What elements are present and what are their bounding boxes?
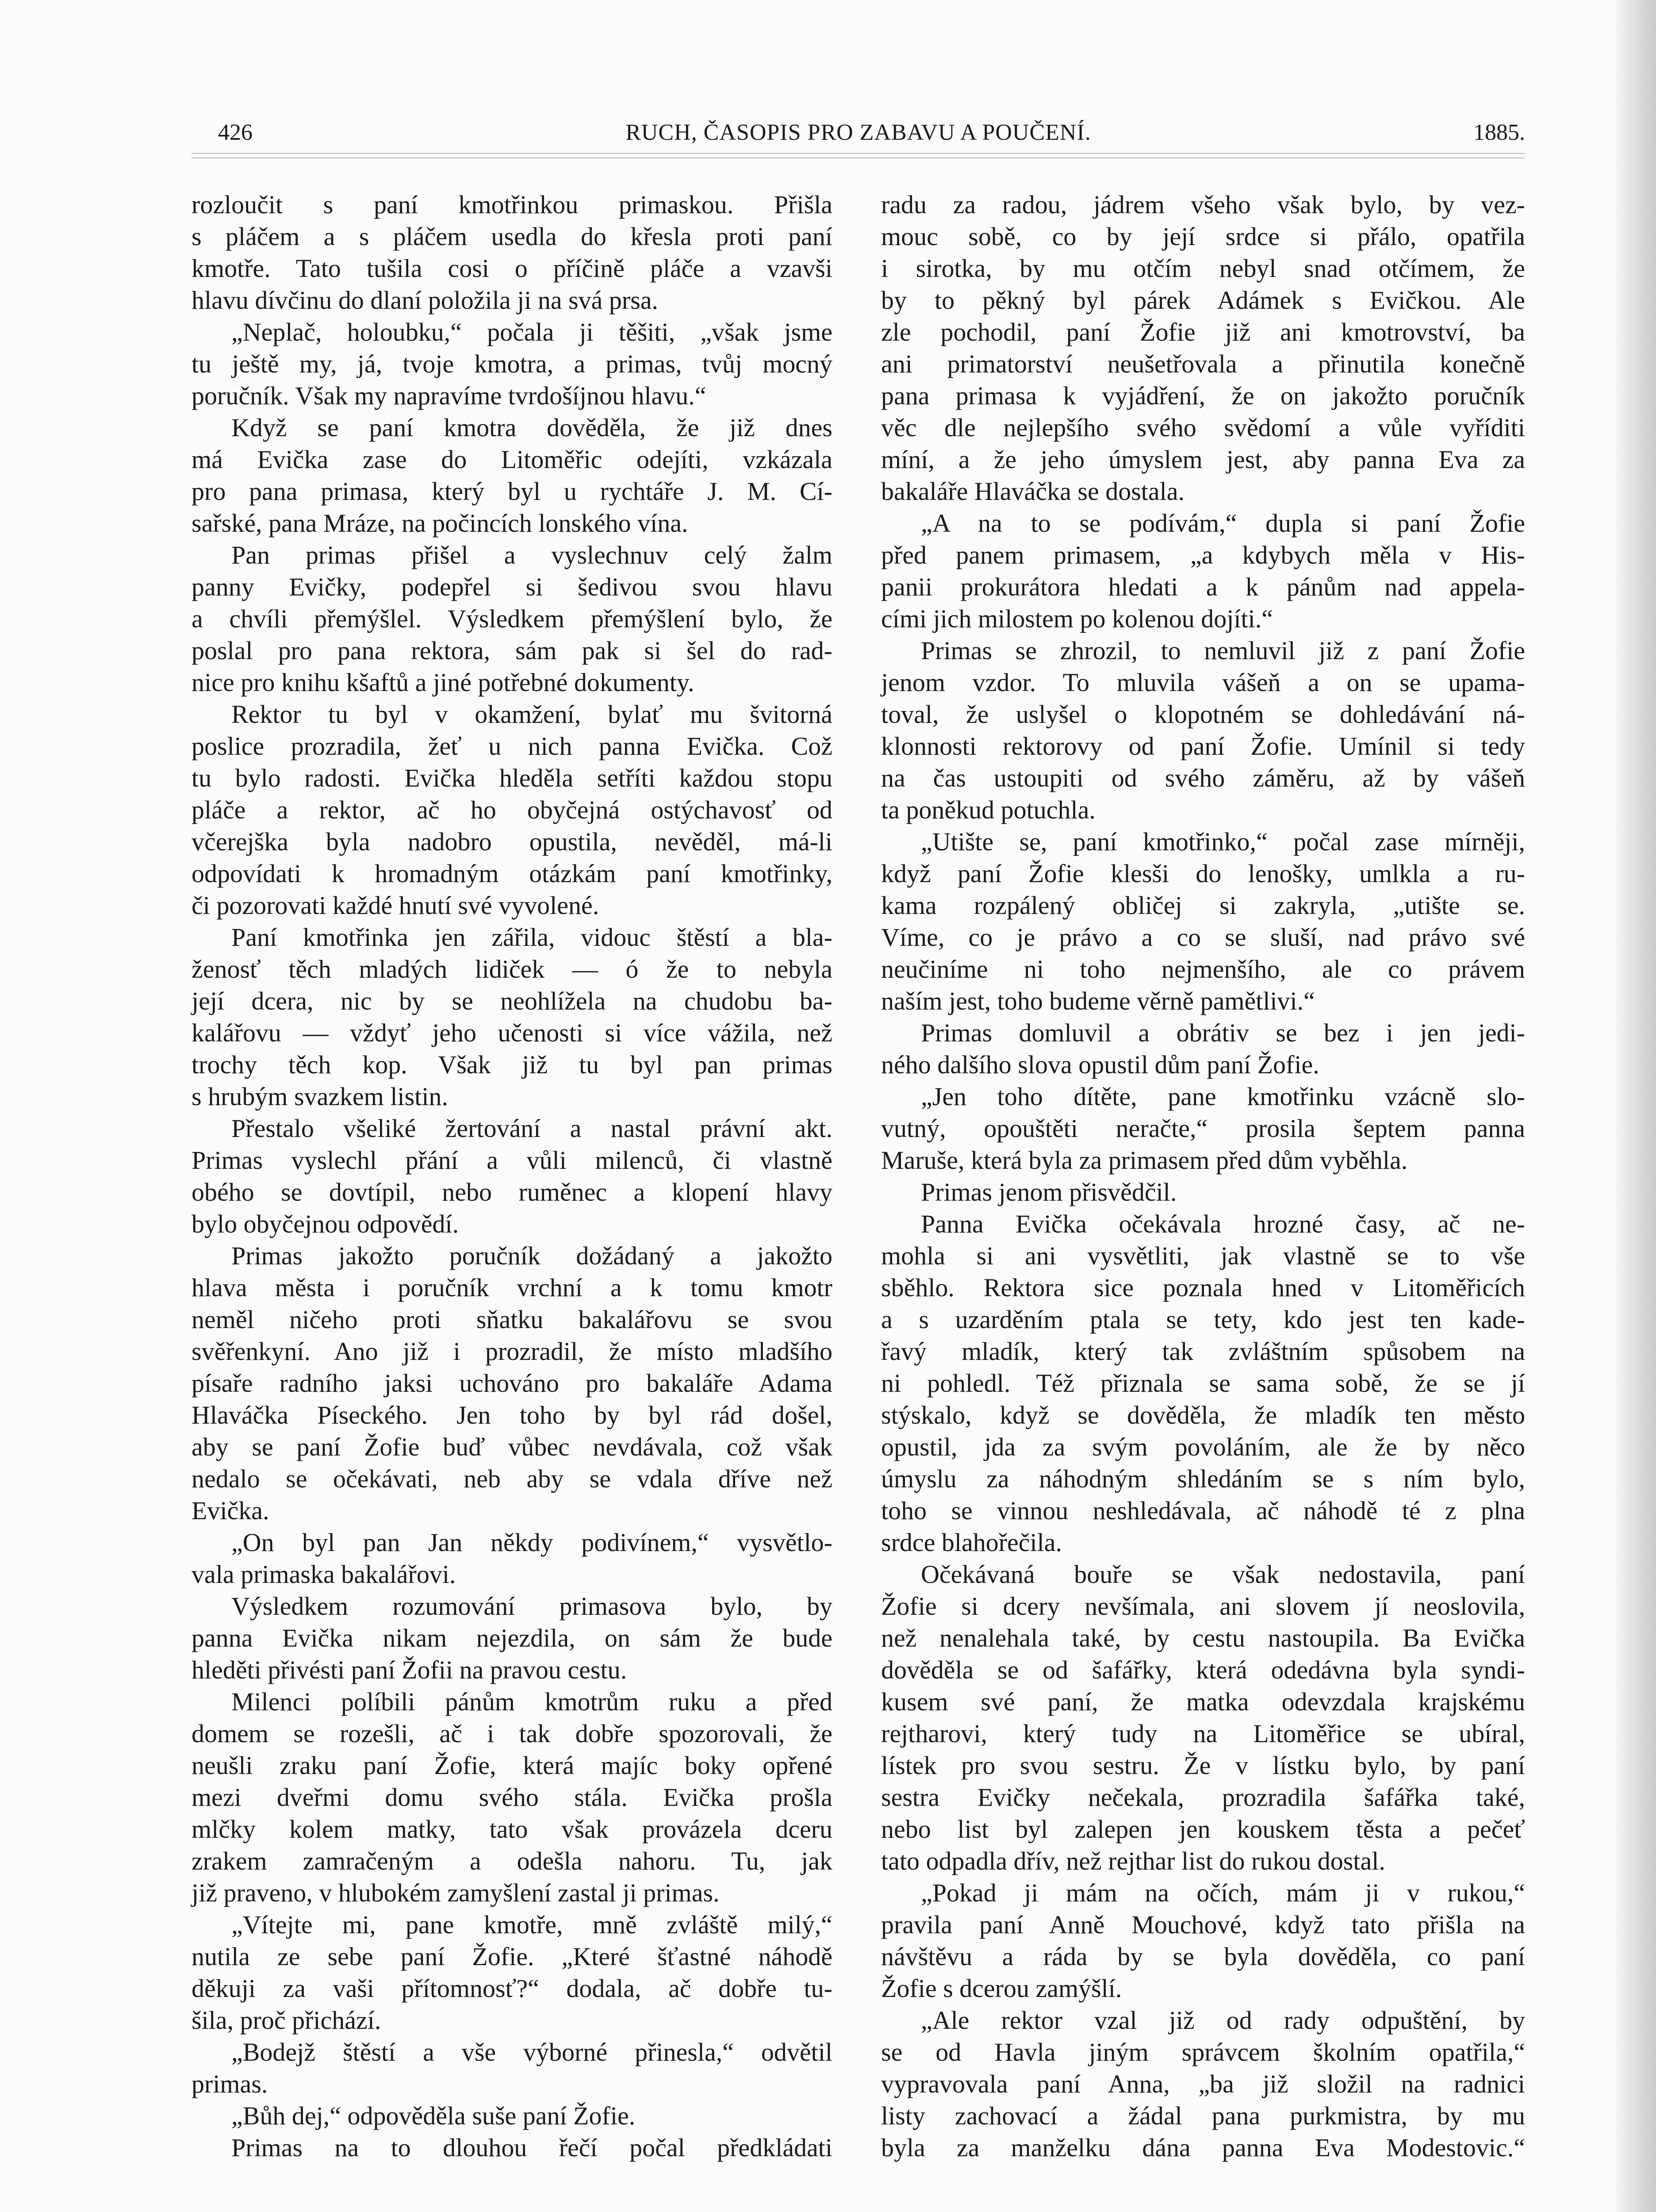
text-line: nutila ze sebe paní Žofie. „Které šťastné náhodě bbox=[192, 1942, 832, 1971]
text-line: toval, že uslyšel o klopotném se dohledávání ná- bbox=[881, 700, 1525, 729]
text-line: mohla si ani vysvětliti, jak vlastně se to vše bbox=[881, 1241, 1525, 1270]
text-line: již praveno, v hlubokém zamyšlení zastal ji primas. bbox=[192, 1878, 720, 1907]
text-line: bakaláře Hlaváčka se dostala. bbox=[881, 477, 1184, 506]
text-line: nebo list byl zalepen jen kouskem těsta a pečeť bbox=[881, 1815, 1525, 1843]
paragraph bbox=[192, 2100, 832, 2132]
text-line: pláče a rektor, ač ho obyčejná ostýchavosť od bbox=[192, 795, 832, 824]
text-line: sařské, pana Mráze, na počincích lonského vína. bbox=[192, 509, 688, 538]
paragraph bbox=[881, 1176, 1525, 1208]
text-line: naším jest, toho budeme věrně pamětlivi.“ bbox=[881, 987, 1315, 1015]
text-line: ženosť těch mladých lidiček — ó že to nebyla bbox=[192, 955, 832, 983]
header-rule-top bbox=[192, 153, 1525, 154]
text-line: opustil, jda za svým povoláním, ale že by něco bbox=[881, 1432, 1525, 1461]
text-line: klonnosti rektorovy od paní Žofie. Umínil si tedy bbox=[881, 732, 1525, 760]
paragraph bbox=[192, 699, 832, 922]
text-line: zrakem zamračeným a odešla nahoru. Tu, jak bbox=[192, 1847, 832, 1875]
text-line: stýskalo, když se dověděla, že mladík ten město bbox=[881, 1401, 1525, 1429]
text-line: pravila paní Anně Mouchové, když tato přišla na bbox=[881, 1910, 1525, 1939]
text-line: „Bodejž štěstí a vše výborné přinesla,“ odvětil bbox=[231, 2038, 832, 2066]
text-line: primas. bbox=[192, 2070, 268, 2098]
text-line: rejtharovi, který tudy na Litoměřice se ubíral, bbox=[881, 1719, 1525, 1748]
text-line: hlavu dívčinu do dlaní položila ji na svá prsa. bbox=[192, 286, 659, 315]
text-line: aby se paní Žofie buď vůbec nevdávala, což však bbox=[192, 1432, 832, 1461]
paragraph bbox=[192, 412, 832, 539]
text-line: Milenci políbili pánům kmotrům ruku a před bbox=[231, 1687, 832, 1716]
text-line: domem se rozešli, ač i tak dobře spozorovali, že bbox=[192, 1719, 832, 1748]
text-line: Výsledkem rozumování primasova bylo, by bbox=[231, 1592, 832, 1621]
paragraph bbox=[192, 189, 832, 316]
paragraph bbox=[192, 1686, 832, 1909]
paragraph bbox=[192, 1113, 832, 1240]
text-line: Hlaváčka Píseckého. Jen toho by byl rád došel, bbox=[192, 1401, 832, 1429]
text-line: úmyslu za náhodným shledáním se s ním bylo, bbox=[881, 1464, 1525, 1493]
text-line: „Utište se, paní kmotřinko,“ počal zase mírněji, bbox=[921, 827, 1525, 856]
text-line: listy zachovací a žádal pana purkmistra, by mu bbox=[881, 2101, 1525, 2130]
text-line: nedalo se očekávati, neb aby se vdala dříve než bbox=[192, 1464, 832, 1493]
text-line: s hrubým svazkem listin. bbox=[192, 1082, 448, 1111]
text-line: poručník. Však my napravíme tvrdošíjnou hlavu.“ bbox=[192, 381, 706, 410]
text-line: panii prokurátora hledati a k pánům nad appela- bbox=[881, 572, 1525, 601]
text-column-left bbox=[192, 189, 832, 2164]
text-line: kmotře. Tato tušila cosi o příčině pláče a vzavši bbox=[192, 254, 832, 283]
text-line: tu ještě my, já, tvoje kmotra, a primas, tvůj mocný bbox=[192, 349, 832, 378]
page-number: 426 bbox=[218, 120, 253, 145]
text-line: Primas jenom přisvědčil. bbox=[921, 1178, 1177, 1206]
text-line: i sirotka, by mu otčím nebyl snad otčímem, že bbox=[881, 254, 1525, 283]
paragraph bbox=[192, 316, 832, 412]
paragraph bbox=[881, 826, 1525, 1017]
text-line: svěřenkyní. Ano již i prozradil, že místo mladšího bbox=[192, 1337, 832, 1366]
text-line: bylo obyčejnou odpovědí. bbox=[192, 1210, 459, 1238]
text-line: kalářovu — vždyť jeho učenosti si více vážila, než bbox=[192, 1018, 832, 1047]
text-line: „Jen toho dítěte, pane kmotřinku vzácně slo- bbox=[921, 1082, 1525, 1111]
text-line: a chvíli přemýšlel. Výsledkem přemýšlení bylo, že bbox=[192, 604, 832, 633]
text-line: má Evička zase do Litoměřic odejíti, vzkázala bbox=[192, 445, 832, 474]
text-line: „Bůh dej,“ odpověděla suše paní Žofie. bbox=[231, 2101, 636, 2130]
text-line: zle pochodil, paní Žofie již ani kmotrovství, ba bbox=[881, 318, 1525, 346]
text-line: Primas vyslechl přání a vůli milenců, či vlastně bbox=[192, 1146, 832, 1175]
text-line: Evička. bbox=[192, 1496, 269, 1525]
text-line: Maruše, která byla za primasem před dům vyběhla. bbox=[881, 1146, 1408, 1175]
paragraph bbox=[881, 1081, 1525, 1176]
text-line: návštěvu a ráda by se byla dověděla, co paní bbox=[881, 1942, 1525, 1971]
text-line: vutný, opouštěti neračte,“ prosila šeptem panna bbox=[881, 1114, 1525, 1143]
text-line: vypravovala paní Anna, „ba již složil na radnici bbox=[881, 2070, 1525, 2098]
text-line: „A na to se podívám,“ dupla si paní Žofie bbox=[921, 509, 1525, 538]
text-line: se od Havla jiným správcem školním opatřila,“ bbox=[881, 2038, 1525, 2066]
text-line: mlčky kolem matky, tato však provázela dceru bbox=[192, 1815, 832, 1843]
text-line: a s uzarděním ptala se tety, kdo jest ten kade- bbox=[881, 1305, 1525, 1334]
paragraph bbox=[192, 2036, 832, 2100]
text-line: trochy těch kop. Však již tu byl pan primas bbox=[192, 1050, 832, 1079]
text-line: Víme, co je právo a co se sluší, nad právo své bbox=[881, 923, 1525, 952]
text-line: či pozorovati každé hnutí své vyvolené. bbox=[192, 891, 599, 920]
text-line: by to pěkný byl párek Adámek s Evičkou. Ale bbox=[881, 286, 1525, 315]
text-line: než nenalehala také, by cestu nastoupila. Ba Evička bbox=[881, 1624, 1525, 1652]
text-line: radu za radou, jádrem všeho však bylo, by vez- bbox=[881, 190, 1525, 219]
text-line: mezi dveřmi domu svého stála. Evička prošla bbox=[192, 1783, 832, 1812]
paragraph bbox=[881, 1017, 1525, 1081]
text-line: obého se dovtípil, nebo ruměnec a klopení hlavy bbox=[192, 1178, 832, 1206]
text-line: rozloučit s paní kmotřinkou primaskou. Přišla bbox=[192, 190, 832, 219]
text-line: pro pana primasa, který byl u rychtáře J. M. Cí- bbox=[192, 477, 832, 506]
text-column-right bbox=[881, 189, 1525, 2164]
text-line: „Ale rektor vzal již od rady odpuštění, by bbox=[921, 2006, 1525, 2035]
header-rule-bottom bbox=[192, 157, 1525, 158]
text-line: jenom vzdor. To mluvila vášeň a on se upama- bbox=[881, 668, 1525, 697]
paragraph bbox=[881, 2005, 1525, 2164]
text-line: srdce blahořečila. bbox=[881, 1528, 1062, 1557]
text-line: „Neplač, holoubku,“ počala ji těšiti, „však jsme bbox=[231, 318, 832, 346]
text-line: Primas domluvil a obrátiv se bez i jen jedi- bbox=[921, 1018, 1525, 1047]
text-line: ta poněkud potuchla. bbox=[881, 795, 1096, 824]
text-line: včerejška byla nadobro opustila, nevěděl, má-li bbox=[192, 827, 832, 856]
text-line: kama rozpálený obličej si zakryla, „utište se. bbox=[881, 891, 1525, 920]
text-line: Panna Evička očekávala hrozné časy, ač ne- bbox=[921, 1210, 1525, 1238]
text-line: panna Evička nikam nejezdila, on sám že bude bbox=[192, 1624, 832, 1652]
text-line: poslal pro pana rektora, sám pak si šel do rad- bbox=[192, 636, 832, 665]
text-line: věc dle nejlepšího svého svědomí a vůle vyříditi bbox=[881, 413, 1525, 442]
text-line: neučiníme ni toho nejmenšího, ale co právem bbox=[881, 955, 1525, 983]
text-line: písaře radního jaksi uchováno pro bakaláře Adama bbox=[192, 1369, 832, 1398]
page-edge-shadow bbox=[1616, 0, 1656, 2212]
paragraph bbox=[881, 507, 1525, 635]
text-line: panny Evičky, podepřel si šedivou svou hlavu bbox=[192, 572, 832, 601]
text-line: ni pohledl. Též přiznala se sama sobě, že se jí bbox=[881, 1369, 1525, 1398]
text-line: tato odpadla dřív, než rejthar list do rukou dostal. bbox=[881, 1847, 1385, 1875]
paragraph bbox=[192, 922, 832, 1113]
paragraph bbox=[192, 2132, 832, 2164]
text-line: kusem své paní, že matka odevzdala krajskému bbox=[881, 1687, 1525, 1716]
text-line: Primas se zhrozil, to nemluvil již z paní Žofie bbox=[921, 636, 1525, 665]
text-line: děkuji za vaši přítomnosť?“ dodala, ač dobře tu- bbox=[192, 1974, 832, 2003]
text-line: hlava města i poručník vrchní a k tomu kmotr bbox=[192, 1273, 832, 1302]
text-line: Žofie si dcery nevšímala, ani slovem jí neoslovila, bbox=[881, 1592, 1525, 1621]
text-line: Rektor tu byl v okamžení, bylať mu švitorná bbox=[231, 700, 832, 729]
paragraph bbox=[192, 1527, 832, 1590]
text-line: Přestalo všeliké žertování a nastal právní akt. bbox=[231, 1114, 832, 1143]
text-line: poslice prozradila, žeť u nich panna Evička. Což bbox=[192, 732, 832, 760]
paragraph bbox=[881, 1208, 1525, 1559]
journal-title: RUCH, ČASOPIS PRO ZABAVU A POUČENÍ. bbox=[625, 120, 1091, 145]
year: 1885. bbox=[1473, 120, 1525, 145]
paragraph bbox=[881, 1877, 1525, 2005]
text-line: ani primatorství neušetřovala a přinutila konečně bbox=[881, 349, 1525, 378]
text-line: Žofie s dcerou zamýšlí. bbox=[881, 1974, 1122, 2003]
text-line: odpovídati k hromadným otázkám paní kmotřinky, bbox=[192, 859, 832, 888]
paragraph bbox=[192, 1590, 832, 1686]
paragraph bbox=[192, 1240, 832, 1527]
text-line: řavý mladík, který tak zvláštním spůsobem na bbox=[881, 1337, 1525, 1366]
text-line: míní, a že jeho úmyslem jest, aby panna Eva za bbox=[881, 445, 1525, 474]
text-line: vala primaska bakalářovi. bbox=[192, 1560, 456, 1589]
text-line: nice pro knihu kšaftů a jiné potřebné dokumenty. bbox=[192, 668, 694, 697]
text-line: byla za manželku dána panna Eva Modestovic.“ bbox=[881, 2133, 1525, 2162]
text-line: dověděla se od šafářky, která odedávna byla syndi- bbox=[881, 1655, 1525, 1684]
text-line: „Pokad ji mám na očích, mám ji v rukou,“ bbox=[921, 1878, 1525, 1907]
text-line: Paní kmotřinka jen zářila, vidouc štěstí a bla- bbox=[231, 923, 832, 952]
text-line: „Vítejte mi, pane kmotře, mně zvláště milý,“ bbox=[231, 1910, 832, 1939]
text-line: Primas jakožto poručník dožádaný a jakožto bbox=[231, 1241, 832, 1270]
text-line: Očekávaná bouře se však nedostavila, paní bbox=[921, 1560, 1525, 1589]
text-line: její dcera, nic by se neohlížela na chudobu ba- bbox=[192, 987, 832, 1015]
paragraph bbox=[881, 1559, 1525, 1877]
text-line: neměl ničeho proti sňatku bakalářovu se svou bbox=[192, 1305, 832, 1334]
text-line: s pláčem a s pláčem usedla do křesla proti paní bbox=[192, 222, 832, 251]
text-line: když paní Žofie klesši do lenošky, umlkla a ru- bbox=[881, 859, 1525, 888]
text-line: „On byl pan Jan někdy podivínem,“ vysvětlo- bbox=[231, 1528, 832, 1557]
paragraph bbox=[192, 539, 832, 699]
text-line: mouc sobě, co by její srdce si přálo, opatřila bbox=[881, 222, 1525, 251]
text-line: před panem primasem, „a kdybych měla v His- bbox=[881, 541, 1525, 569]
text-line: šila, proč přichází. bbox=[192, 2006, 381, 2035]
text-line: toho se vinnou neshledávala, ač náhodě té z plna bbox=[881, 1496, 1525, 1525]
text-line: sběhlo. Rektora sice poznala hned v Litoměřicích bbox=[881, 1273, 1525, 1302]
text-line: neušli zraku paní Žofie, která majíc boky opřené bbox=[192, 1751, 832, 1780]
text-line: sestra Evičky nečekala, prozradila šafářka také, bbox=[881, 1783, 1525, 1812]
text-line: Když se paní kmotra dověděla, že již dnes bbox=[231, 413, 832, 442]
paragraph bbox=[881, 635, 1525, 826]
text-line: tu bylo radosti. Evička hleděla setříti každou stopu bbox=[192, 764, 832, 792]
text-line: Primas na to dlouhou řečí počal předkládati bbox=[231, 2133, 832, 2162]
text-line: pana primasa k vyjádření, že on jakožto poručník bbox=[881, 381, 1525, 410]
text-line: lístek pro svou sestru. Že v lístku bylo, by paní bbox=[881, 1751, 1525, 1780]
text-line: cími jich milostem po kolenou dojíti.“ bbox=[881, 604, 1273, 633]
text-line: na čas ustoupiti od svého záměru, až by vášeň bbox=[881, 764, 1525, 792]
text-line: Pan primas přišel a vyslechnuv celý žalm bbox=[231, 541, 832, 569]
running-header bbox=[192, 119, 1525, 146]
text-line: hleděti přivésti paní Žofii na pravou cestu. bbox=[192, 1655, 627, 1684]
paragraph bbox=[192, 1909, 832, 2036]
paragraph bbox=[881, 189, 1525, 507]
text-line: ného dalšího slova opustil dům paní Žofie. bbox=[881, 1050, 1319, 1079]
